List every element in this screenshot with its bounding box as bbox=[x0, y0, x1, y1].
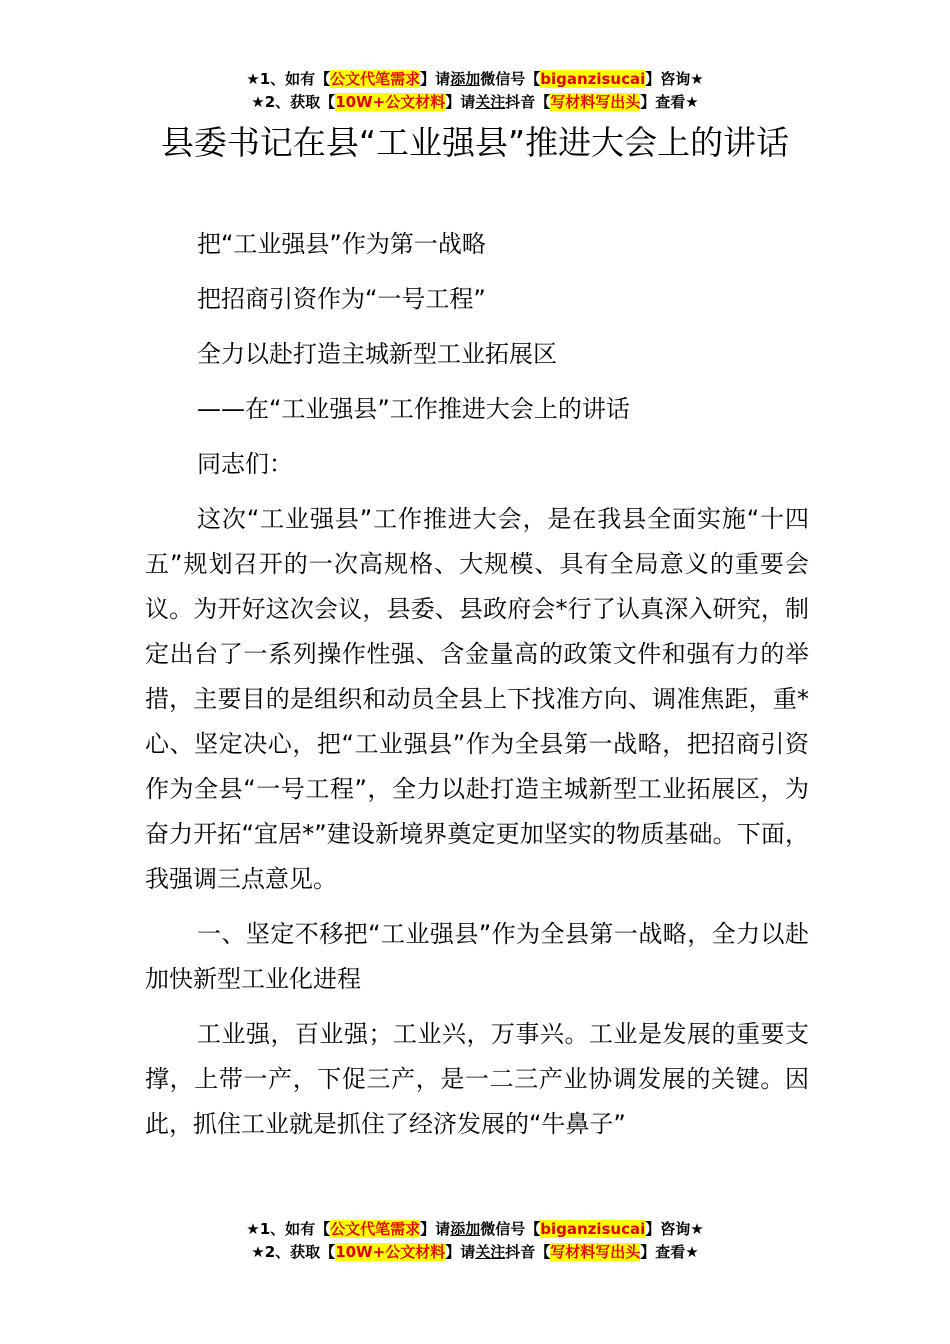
promo-wechat-id: biganzisucai bbox=[540, 70, 646, 88]
promo-text: 】请 bbox=[445, 1243, 476, 1261]
promo-text: 】咨询★ bbox=[645, 70, 704, 88]
promo-text: 】请 bbox=[420, 1220, 451, 1238]
promo-text: 抖音【 bbox=[505, 1243, 551, 1261]
subtitle-line: 把招商引资作为“一号工程” bbox=[197, 285, 486, 313]
promo-underline: 关注 bbox=[475, 1243, 506, 1261]
promo-text: 】咨询★ bbox=[645, 1220, 704, 1238]
body-paragraph: 这次“工业强县”工作推进大会，是在我县全面实施“十四五”规划召开的一次高规格、大规模、具有全局意义的重要会议。为开好这次会议，县委、县政府会*行了认真深入研究，制定出台了一系列操作性强、含金量高的政策文件和强有力的举措，主要目的是组织和动员全县上下找准方向、调准焦距，重*心、坚定决心，把“工业强县”作为全县第一战略，把招商引资作为全县“一号工程”，全力以赴打造主城新型工业拓展区，为奋力开拓“宜居*”建设新境界奠定更加坚实的物质基础。下面，我强调三点意见。 bbox=[145, 505, 809, 893]
subtitle-speech-occasion: ——在“工业强县”工作推进大会上的讲话 bbox=[197, 395, 630, 423]
promo-underline: 关注 bbox=[475, 93, 506, 111]
promo-text: 】请 bbox=[420, 70, 451, 88]
promo-text: ★1、如有【 bbox=[246, 70, 331, 88]
body-paragraph: 工业强，百业强；工业兴，万事兴。工业是发展的重要支撑，上带一产，下促三产，是一二三产业协调发展的关键。因此，抓住工业就是抓住了经济发展的“牛鼻子” bbox=[145, 1020, 809, 1138]
promo-text: ★2、获取【 bbox=[251, 93, 336, 111]
promo-douyin-id: 写材料写出头 bbox=[550, 93, 641, 111]
promo-text: 】请 bbox=[445, 93, 476, 111]
promo-text: 微信号【 bbox=[480, 70, 541, 88]
promo-text: 】查看★ bbox=[640, 1243, 699, 1261]
promo-underline: 添加 bbox=[450, 70, 481, 88]
promo-text: ★2、获取【 bbox=[251, 1243, 336, 1261]
promo-text: 微信号【 bbox=[480, 1220, 541, 1238]
promo-highlight: 10W+公文材料 bbox=[335, 1243, 446, 1261]
promo-text: ★1、如有【 bbox=[246, 1220, 331, 1238]
promo-highlight: 10W+公文材料 bbox=[335, 93, 446, 111]
promo-line-1 bbox=[0, 1218, 950, 1241]
section-heading: 一、坚定不移把“工业强县”作为全县第一战略，全力以赴加快新型工业化进程 bbox=[145, 920, 809, 993]
salutation: 同志们： bbox=[197, 450, 293, 478]
promo-banner-top bbox=[0, 68, 950, 114]
promo-highlight: 公文代笔需求 bbox=[330, 1220, 421, 1238]
document-body bbox=[145, 222, 809, 1157]
promo-douyin-id: 写材料写出头 bbox=[550, 1243, 641, 1261]
promo-line-2 bbox=[0, 1241, 950, 1264]
promo-underline: 添加 bbox=[450, 1220, 481, 1238]
promo-wechat-id: biganzisucai bbox=[540, 1220, 646, 1238]
promo-highlight: 公文代笔需求 bbox=[330, 70, 421, 88]
promo-line-1 bbox=[0, 68, 950, 91]
promo-line-2 bbox=[0, 91, 950, 114]
subtitle-line: 把“工业强县”作为第一战略 bbox=[197, 230, 486, 258]
promo-text: 抖音【 bbox=[505, 93, 551, 111]
document-title: 县委书记在县“工业强县”推进大会上的讲话 bbox=[160, 123, 790, 162]
promo-banner-bottom bbox=[0, 1218, 950, 1264]
subtitle-line: 全力以赴打造主城新型工业拓展区 bbox=[197, 340, 557, 368]
promo-text: 】查看★ bbox=[640, 93, 699, 111]
